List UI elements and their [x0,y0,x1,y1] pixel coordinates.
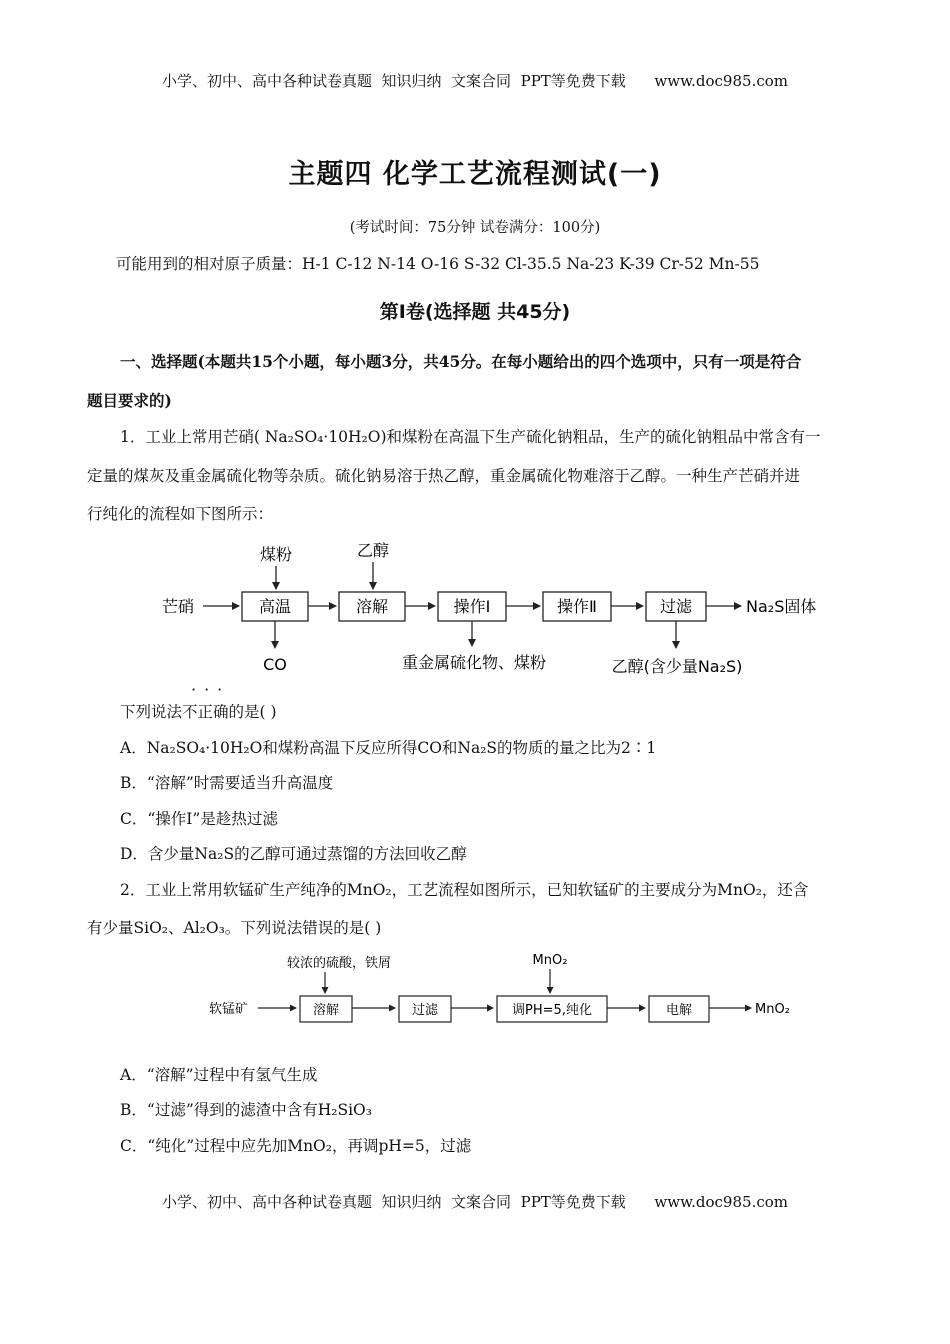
flow2-acid-label: 较浓的硫酸，铁屑 [286,956,392,971]
flow1-co-label: CO [263,655,287,674]
q2-flow-diagram [0,945,950,1035]
q1-line1: 1．工业上常用芒硝( Na₂SO₄·10H₂O)和煤粉在高温下生产硫化钠粗品，生产的硫化钠粗品中常含有一 [120,428,821,446]
flow1-step-gaowen: 高温 [258,597,292,616]
q2-option-c: C．“纯化”过程中应先加MnO₂，再调pH=5，过滤 [120,1137,472,1155]
flow2-step-rongjie: 溶解 [312,1003,340,1018]
flow1-coal-label: 煤粉 [259,545,293,564]
flow1-input-label: 芒硝 [162,597,195,616]
q1-flow-diagram [0,530,950,690]
instructions-line1: 一、选择题(本题共15个小题，每小题3分，共45分。在每小题给出的四个选项中，只有一项是符合 [120,352,802,371]
flow1-filtrate-label: 乙醇(含少量Na₂S) [611,657,743,676]
flow2-input-label: 软锰矿 [209,1002,249,1017]
q1-stem: 下列说法不正确的是( ) [120,703,277,721]
flow1-step-rongjie: 溶解 [355,597,389,616]
q2-option-b: B．“过滤”得到的滤渣中含有H₂SiO₃ [120,1101,372,1119]
flow2-step-dianjie: 电解 [665,1003,693,1018]
page-title: 主题四 化学工艺流程测试(一) [288,159,662,190]
flow2-mno2-label: MnO₂ [532,953,568,968]
q1-option-c: C．“操作Ⅰ”是趁热过滤 [120,810,278,828]
flow2-step-chunhua: 调PH=5,纯化 [512,1003,592,1018]
q1-line2: 定量的煤灰及重金属硫化物等杂质。硫化钠易溶于热乙醇，重金属硫化物难溶于乙醇。一种生产芒硝并进 [87,467,801,485]
q2-line2: 有少量SiO₂、Al₂O₃。下列说法错误的是( ) [87,919,382,937]
page-header: 小学、初中、高中各种试卷真题 知识归纳 文案合同 PPT等免费下载 www.doc985.com [161,72,788,90]
instructions-line2: 题目要求的) [87,391,172,410]
section-title: 第Ⅰ卷(选择题 共45分) [379,301,571,323]
q1-option-b: B．“溶解”时需要适当升高温度 [120,774,334,792]
q1-option-a: A．Na₂SO₄·10H₂O和煤粉高温下反应所得CO和Na₂S的物质的量之比为2∶1 [120,739,657,757]
flow1-residue-label: 重金属硫化物、煤粉 [401,653,547,672]
flow1-output-label: Na₂S固体 [746,597,817,616]
q1-option-d: D．含少量Na₂S的乙醇可通过蒸馏的方法回收乙醇 [120,845,467,863]
flow2-output-label: MnO₂ [755,1002,790,1017]
flow1-ethanol-label: 乙醇 [356,541,390,560]
flow1-step-op1: 操作Ⅰ [453,597,491,616]
q2-option-a: A．“溶解”过程中有氢气生成 [120,1066,318,1084]
q1-line3: 行纯化的流程如下图所示： [87,505,274,523]
flow2-step-guolv: 过滤 [411,1003,439,1018]
exam-info: (考试时间：75分钟 试卷满分：100分) [349,220,601,236]
emphasis-dots: ··· [191,680,231,699]
q2-line1: 2．工业上常用软锰矿生产纯净的MnO₂，工艺流程如图所示，已知软锰矿的主要成分为MnO₂，还含 [120,881,809,899]
page-footer: 小学、初中、高中各种试卷真题 知识归纳 文案合同 PPT等免费下载 www.doc985.com [161,1193,788,1211]
atomic-masses: 可能用到的相对原子质量：H-1 C-12 N-14 O-16 S-32 Cl-35.5 Na-23 K-39 Cr-52 Mn-55 [116,255,760,273]
flow1-step-op2: 操作Ⅱ [557,597,597,616]
flow1-step-guolv: 过滤 [659,597,693,616]
